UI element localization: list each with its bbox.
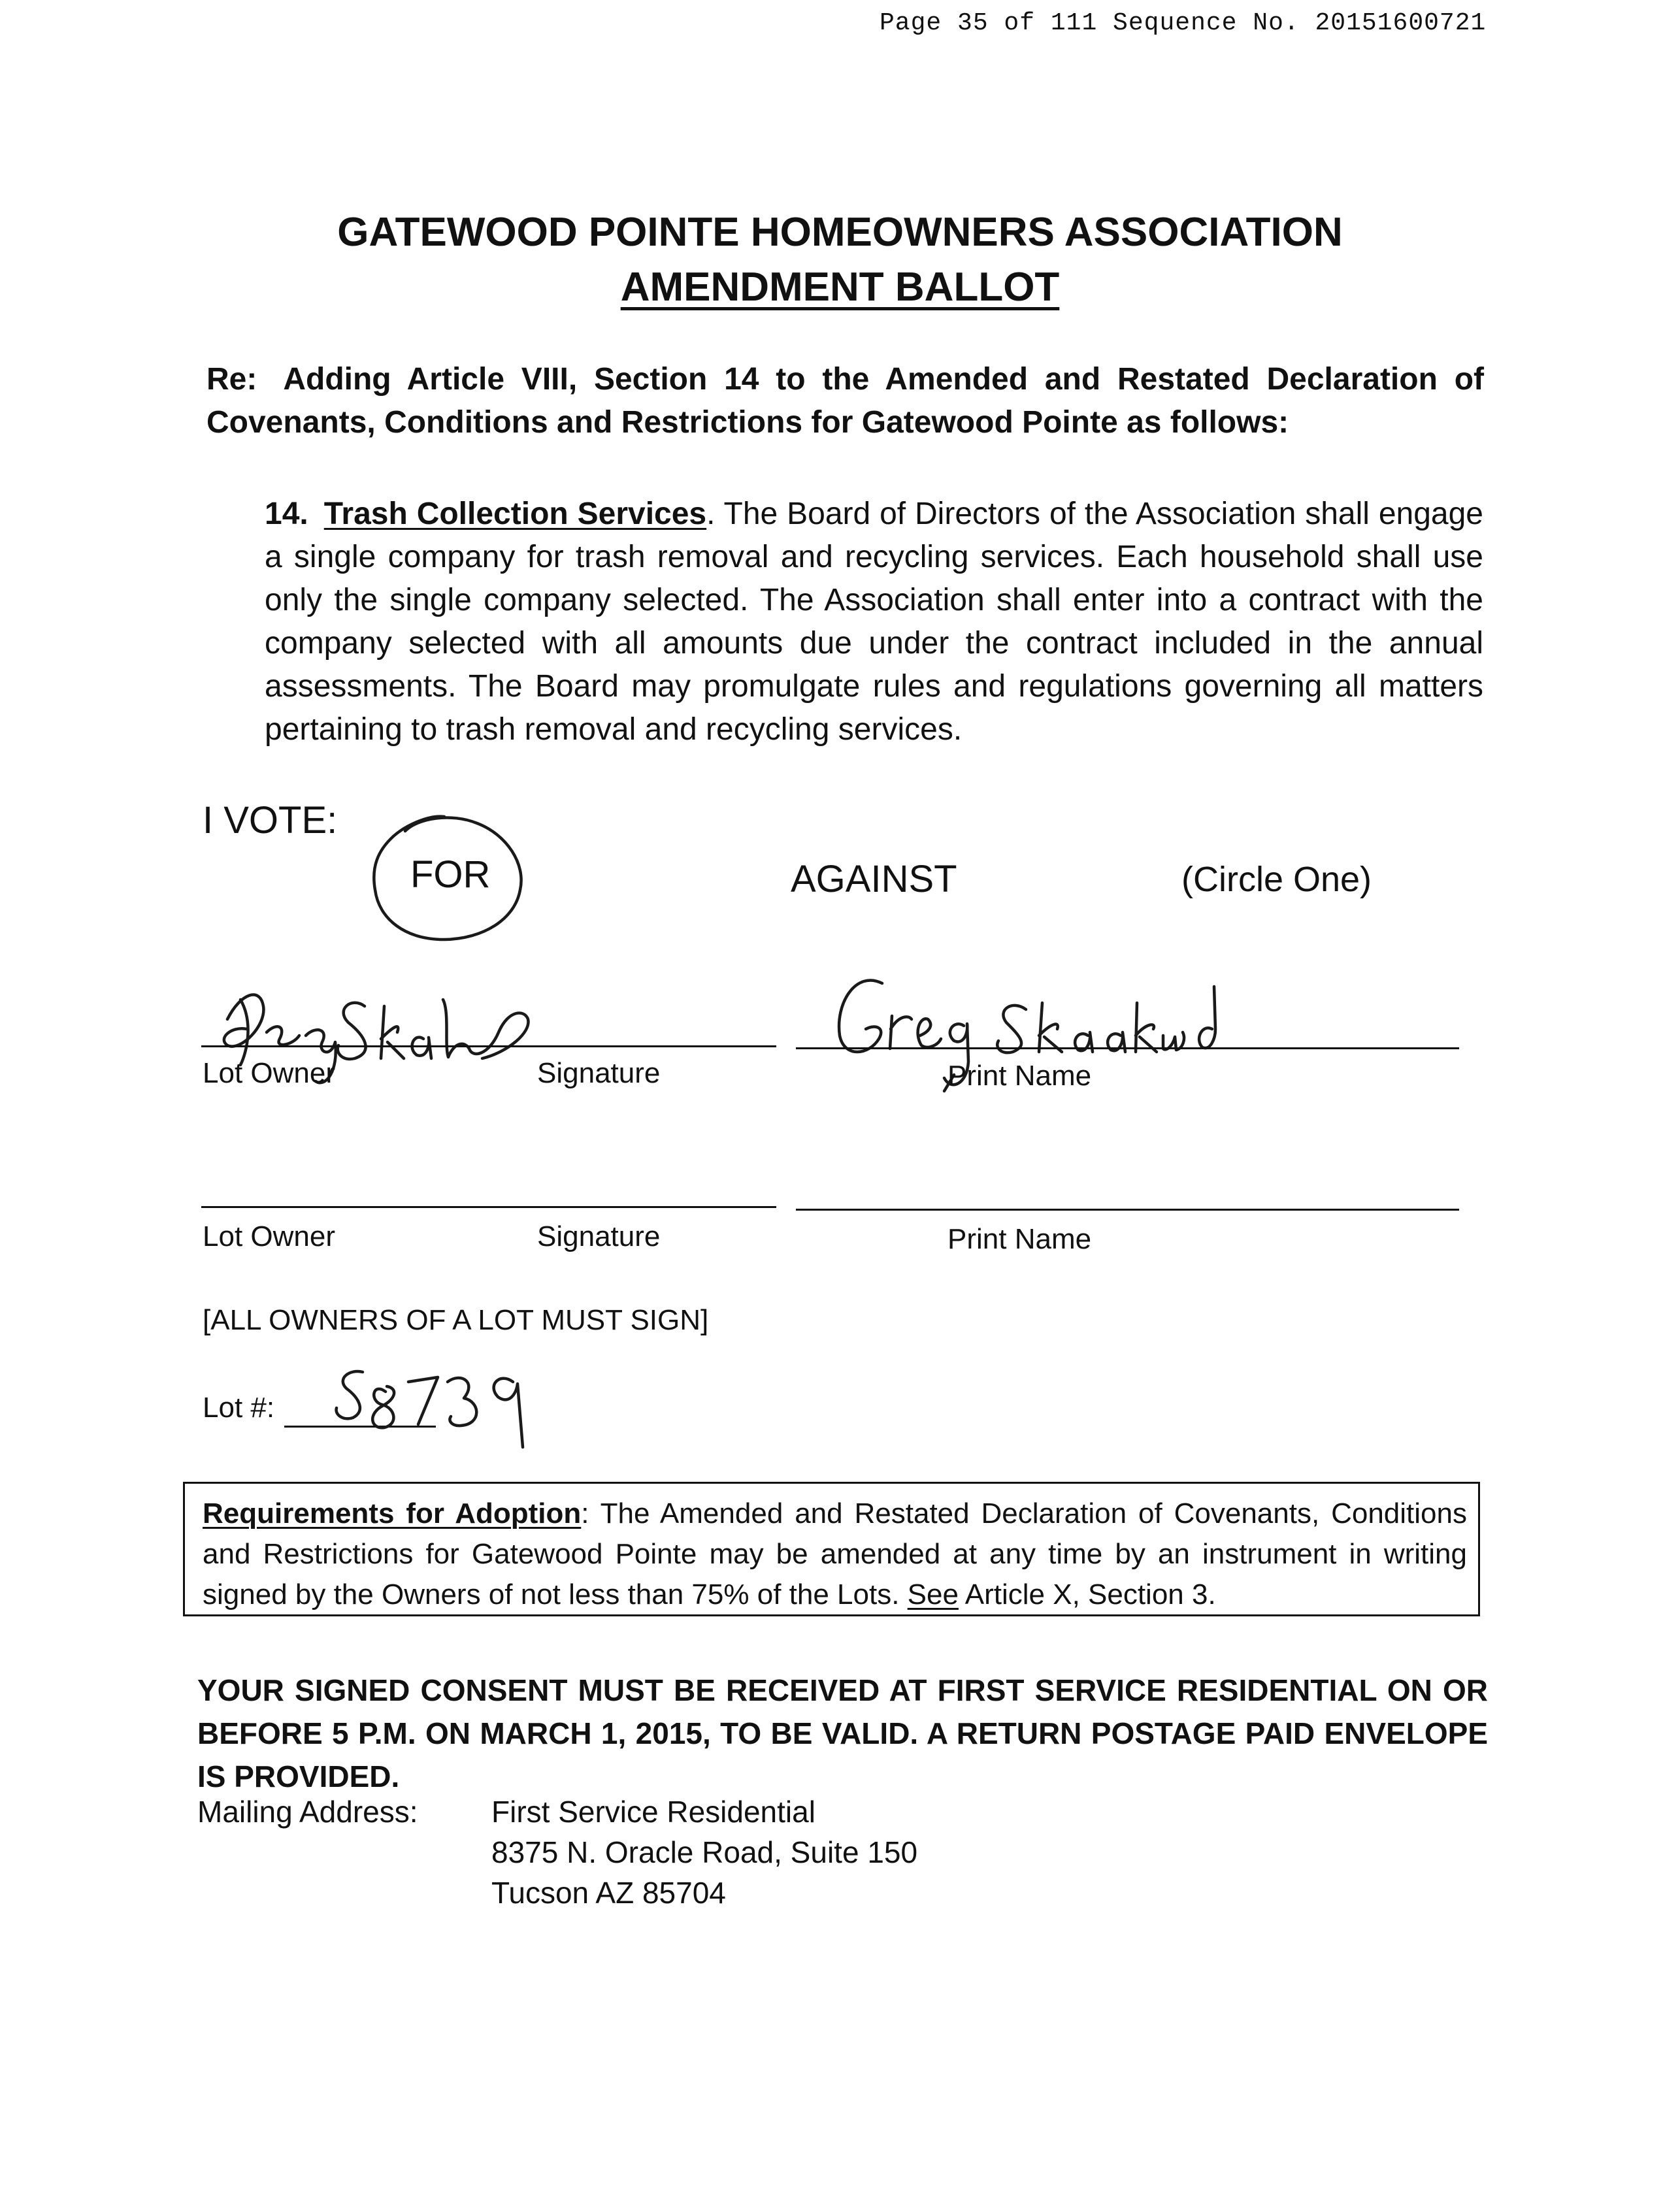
mailing-address-label: Mailing Address: bbox=[197, 1795, 418, 1829]
mailing-address-line1: First Service Residential bbox=[491, 1795, 815, 1829]
re-label: Re: bbox=[206, 362, 257, 397]
requirements-label: Requirements for Adoption bbox=[203, 1497, 582, 1529]
vote-option-for[interactable]: FOR bbox=[410, 853, 491, 896]
lot-number-label: Lot #: bbox=[203, 1392, 275, 1424]
re-text: Adding Article VIII, Section 14 to the Amended and Restated Declaration of Covenants, Conditions and Restrictions for Gatewood Pointe as follows: bbox=[206, 362, 1484, 440]
signature-line-1 bbox=[201, 1045, 776, 1047]
requirements-text bbox=[203, 1494, 1467, 1615]
re-paragraph bbox=[206, 358, 1484, 444]
vote-option-against[interactable]: AGAINST bbox=[791, 858, 957, 900]
section-number: 14. bbox=[265, 497, 308, 531]
lot-number-handwriting bbox=[327, 1352, 542, 1457]
all-owners-note: [ALL OWNERS OF A LOT MUST SIGN] bbox=[203, 1304, 709, 1336]
vote-circle-mark bbox=[366, 805, 536, 955]
lot-owner-label-1: Lot Owner bbox=[203, 1057, 335, 1089]
ballot-title: AMENDMENT BALLOT bbox=[620, 265, 1060, 310]
requirements-body-2: Article X, Section 3. bbox=[958, 1578, 1216, 1610]
signature-label-2: Signature bbox=[537, 1220, 661, 1252]
section-body: . The Board of Directors of the Association shall engage a single company for trash removal and recycling services. Each household shall use only the single company selected. The Association shall enter into a contract with the company selected with all amounts due under the contract included in the annual assessments. The Board may promulgate rules and regulations governing all matters pertaining to trash removal and recycling services. bbox=[265, 497, 1484, 747]
signature-line-2 bbox=[201, 1206, 776, 1208]
section-14-paragraph bbox=[265, 493, 1483, 751]
deadline-notice: YOUR SIGNED CONSENT MUST BE RECEIVED AT FIRST SERVICE RESIDENTIAL ON OR BEFORE 5 P.M. ON MARCH 1, 2015, TO BE VALID. A RETURN POSTAGE PAID ENVELOPE IS PROVIDED. bbox=[197, 1673, 1488, 1793]
print-name-line-1 bbox=[796, 1047, 1459, 1049]
print-name-line-2 bbox=[796, 1209, 1459, 1211]
section-heading: Trash Collection Services bbox=[323, 497, 707, 531]
page-sequence-header: Page 35 of 111 Sequence No. 20151600721 bbox=[880, 9, 1487, 37]
association-title: GATEWOOD POINTE HOMEOWNERS ASSOCIATION bbox=[337, 210, 1343, 255]
requirements-body-1: : The Amended and Restated Declaration of Covenants, Conditions and Restrictions for Gatewood Pointe may be amended at any time by an instrument in writing signed by the Owners of not less than 75% of the Lots. bbox=[203, 1497, 1467, 1610]
mailing-address-line2: 8375 N. Oracle Road, Suite 150 bbox=[491, 1835, 918, 1869]
print-name-label-1: Print Name bbox=[947, 1060, 1092, 1092]
signature-label-1: Signature bbox=[537, 1057, 661, 1089]
vote-label: I VOTE: bbox=[203, 799, 338, 842]
ballot-title-wrapper bbox=[0, 264, 1680, 310]
lot-owner-label-2: Lot Owner bbox=[203, 1220, 335, 1252]
mailing-address-line3: Tucson AZ 85704 bbox=[491, 1876, 726, 1910]
requirements-see: See bbox=[907, 1578, 959, 1610]
vote-instruction: (Circle One) bbox=[1181, 860, 1372, 899]
print-name-label-2: Print Name bbox=[947, 1223, 1092, 1255]
